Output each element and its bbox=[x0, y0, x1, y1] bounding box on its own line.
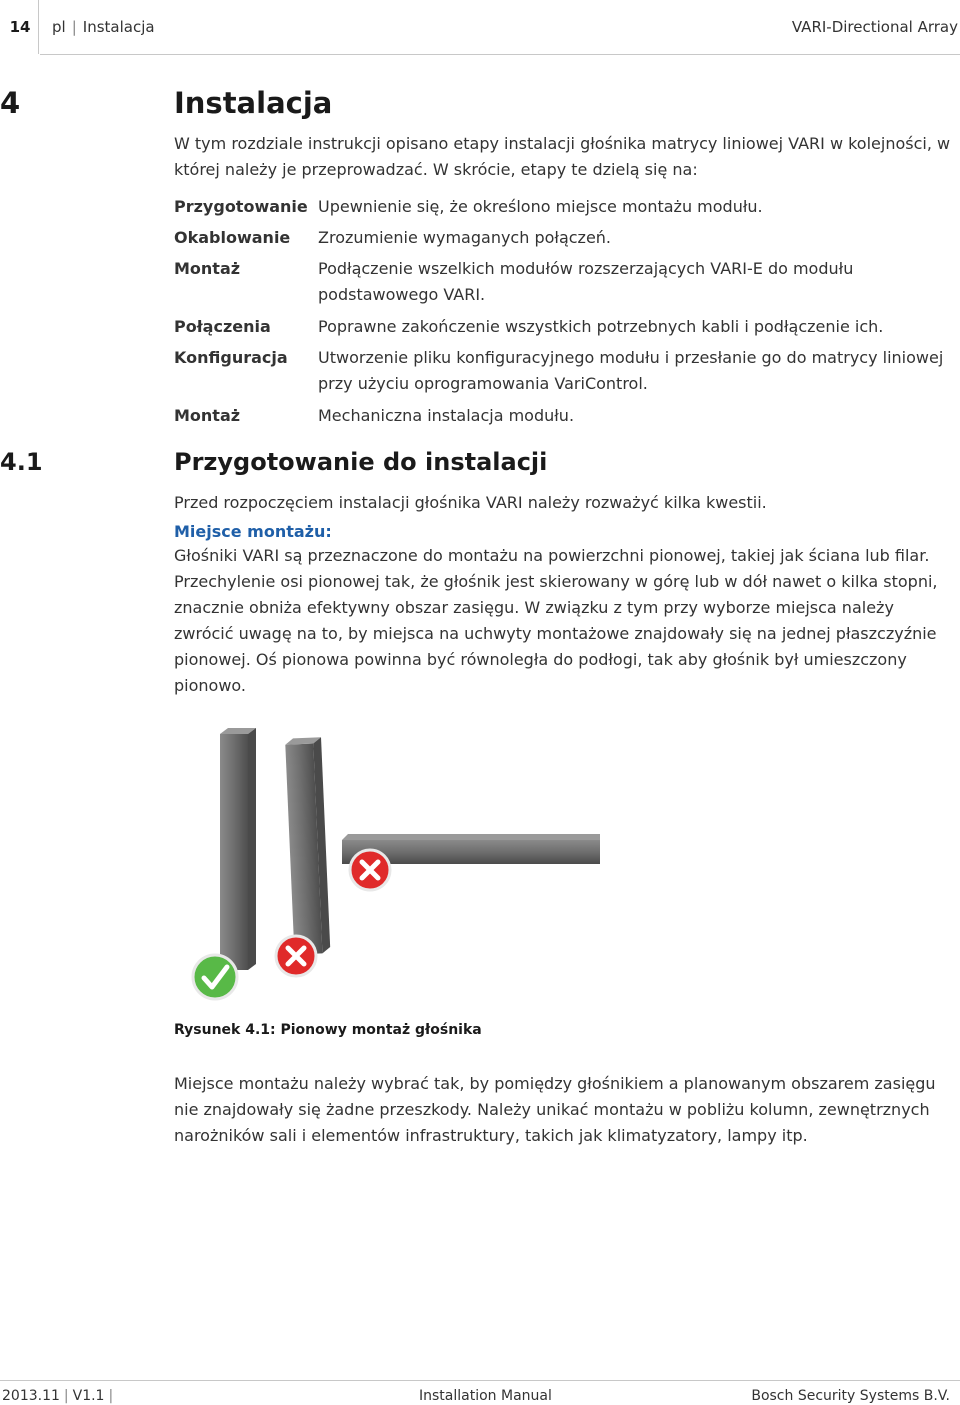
step-desc: Podłączenie wszelkich modułów rozszerzających VARI-E do modułu podstawowego VARI. bbox=[318, 259, 854, 304]
footer-rule bbox=[0, 1380, 960, 1381]
speaker-vertical bbox=[220, 728, 256, 970]
footer-version bbox=[2, 1388, 117, 1404]
header-lang: pl bbox=[52, 18, 66, 36]
step-term: Konfiguracja bbox=[174, 348, 288, 367]
check-icon bbox=[193, 955, 237, 999]
step-desc: Poprawne zakończenie wszystkich potrzebnych kabli i podłączenie ich. bbox=[318, 317, 884, 336]
chapter-intro: W tym rozdziale instrukcji opisano etapy instalacji głośnika matrycy liniowej VARI w kolejności, w której należy je przeprowadzać. W skrócie, etapy te dzielą się na: bbox=[174, 134, 951, 179]
step-desc: Zrozumienie wymaganych połączeń. bbox=[318, 228, 612, 247]
footer-doc-type: Installation Manual bbox=[419, 1388, 552, 1404]
header-bar: | bbox=[71, 18, 77, 36]
figure-caption: Rysunek 4.1: Pionowy montaż głośnika bbox=[174, 1022, 482, 1038]
footer-bar: | bbox=[108, 1388, 114, 1404]
section-title: Przygotowanie do instalacji bbox=[174, 448, 548, 476]
header-section-name: Instalacja bbox=[82, 18, 155, 36]
chapter-number: 4 bbox=[0, 86, 21, 120]
step-term: Okablowanie bbox=[174, 228, 291, 247]
page-number: 14 bbox=[9, 18, 31, 36]
step-term: Przygotowanie bbox=[174, 197, 308, 216]
step-desc: Mechaniczna instalacja modułu. bbox=[318, 406, 575, 425]
step-desc: Upewnienie się, że określono miejsce montażu modułu. bbox=[318, 197, 763, 216]
footer-date: 2013.11 bbox=[2, 1388, 60, 1404]
footer-bar: | bbox=[63, 1388, 69, 1404]
x-icon bbox=[276, 936, 316, 976]
step-term: Montaż bbox=[174, 259, 241, 278]
mounting-location-label: Miejsce montażu: bbox=[174, 522, 332, 541]
vertical-mounting-figure bbox=[180, 722, 600, 1012]
section-intro: Przed rozpoczęciem instalacji głośnika VARI należy rozważyć kilka kwestii. bbox=[174, 493, 767, 512]
footer-version-number: V1.1 bbox=[72, 1388, 105, 1404]
mounting-location-body: Głośniki VARI są przeznaczone do montażu na powierzchni pionowej, takiej jak ściana lub filar. Przechylenie osi pionowej tak, że głośnik jest skierowany w górę lub w dół nawet o kilka stopni, znacznie obniża efektywny obszar zasięgu. W związku z tym przy wyborze miejsca należy zwrócić uwagę na to, by miejsca na uchwyty montażowe znajdowały się na jednej płaszczyźnie pionowej. Oś pionowa powinna być równoległa do podłogi, tak aby głośnik był umieszczony pionowo. bbox=[174, 546, 938, 695]
step-term: Montaż bbox=[174, 406, 241, 425]
step-term: Połączenia bbox=[174, 317, 271, 336]
x-icon bbox=[350, 850, 390, 890]
header-rule bbox=[40, 54, 960, 55]
chapter-title: Instalacja bbox=[174, 86, 333, 120]
footer-company: Bosch Security Systems B.V. bbox=[751, 1388, 950, 1404]
header-section bbox=[52, 18, 155, 36]
step-desc: Utworzenie pliku konfiguracyjnego modułu i przesłanie go do matrycy liniowej przy użyciu oprogramowania VariControl. bbox=[318, 348, 944, 393]
header-doc-title: VARI-Directional Array bbox=[791, 18, 958, 36]
speaker-tilted bbox=[285, 737, 330, 954]
section-after-text: Miejsce montażu należy wybrać tak, by pomiędzy głośnikiem a planowanym obszarem zasięgu nie znajdowały się żadne przeszkody. Należy unikać montażu w pobliżu kolumn, zewnętrznych narożników sali i elementów infrastruktury, takich jak klimatyzatory, lampy itp. bbox=[174, 1074, 936, 1145]
header-divider bbox=[38, 0, 39, 54]
section-number: 4.1 bbox=[0, 448, 43, 476]
